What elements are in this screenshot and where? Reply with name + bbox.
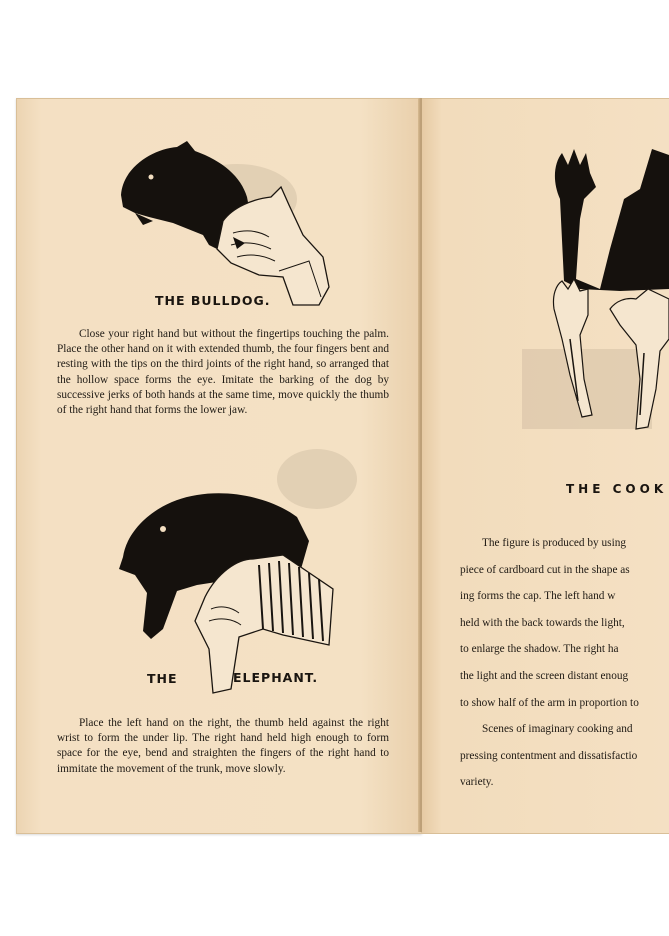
bulldog-illustration — [113, 137, 333, 307]
cook-line-5: to enlarge the shadow. The right ha — [460, 643, 619, 656]
cook-line-4: held with the back towards the light, — [460, 616, 625, 629]
left-hand-sketch — [553, 279, 592, 417]
elephant-title-the: THE — [147, 671, 178, 686]
right-hand-sketch — [610, 289, 669, 429]
cook-line-3: ing forms the cap. The left hand w — [460, 590, 616, 603]
bulldog-title: THE BULLDOG. — [155, 293, 271, 308]
cook-line-9: pressing contentment and dissatisfactio — [460, 749, 638, 762]
bulldog-eye — [149, 175, 154, 180]
elephant-illustration — [113, 489, 338, 699]
bulldog-instructions — [57, 327, 389, 418]
elephant-text: Place the left hand on the right, the thumb held against the right wrist to form the under lip. The right hand held high enough to form space for the eye, bend and straighten the fingers of the right hand to immitate the movement of the trunk, move slowly. — [57, 717, 389, 775]
elephant-eye — [160, 526, 166, 532]
cook-line-10: variety. — [460, 776, 494, 789]
cook-line-7: to show half of the arm in proportion to — [460, 696, 639, 709]
cook-line-1: The figure is produced by using — [482, 537, 627, 549]
cook-shadow-hand — [555, 149, 669, 291]
cook-instructions — [460, 537, 639, 803]
cook-illustration — [540, 139, 669, 439]
cook-title: THE COOK — [566, 482, 668, 496]
left-page — [16, 98, 422, 834]
elephant-title-name: ELEPHANT. — [233, 670, 319, 685]
cook-line-8: Scenes of imaginary cooking and — [482, 723, 633, 736]
bulldog-text: Close your right hand but without the fingertips touching the palm. Place the other hand on it with extended thumb, the four fingers bent and resting with the tips on the third joints of the right hand, so arranged that the hollow space forms the eye. Imitate the barking of the dog by successive jerks of both hands at the same time, move quickly the thumb of the right hand that forms the lower jaw. — [57, 328, 389, 417]
right-page — [422, 98, 669, 834]
cook-line-2: piece of cardboard cut in the shape as — [460, 563, 630, 576]
cook-line-6: the light and the screen distant enoug — [460, 669, 629, 682]
book-spread — [16, 98, 669, 832]
elephant-instructions — [57, 716, 389, 777]
